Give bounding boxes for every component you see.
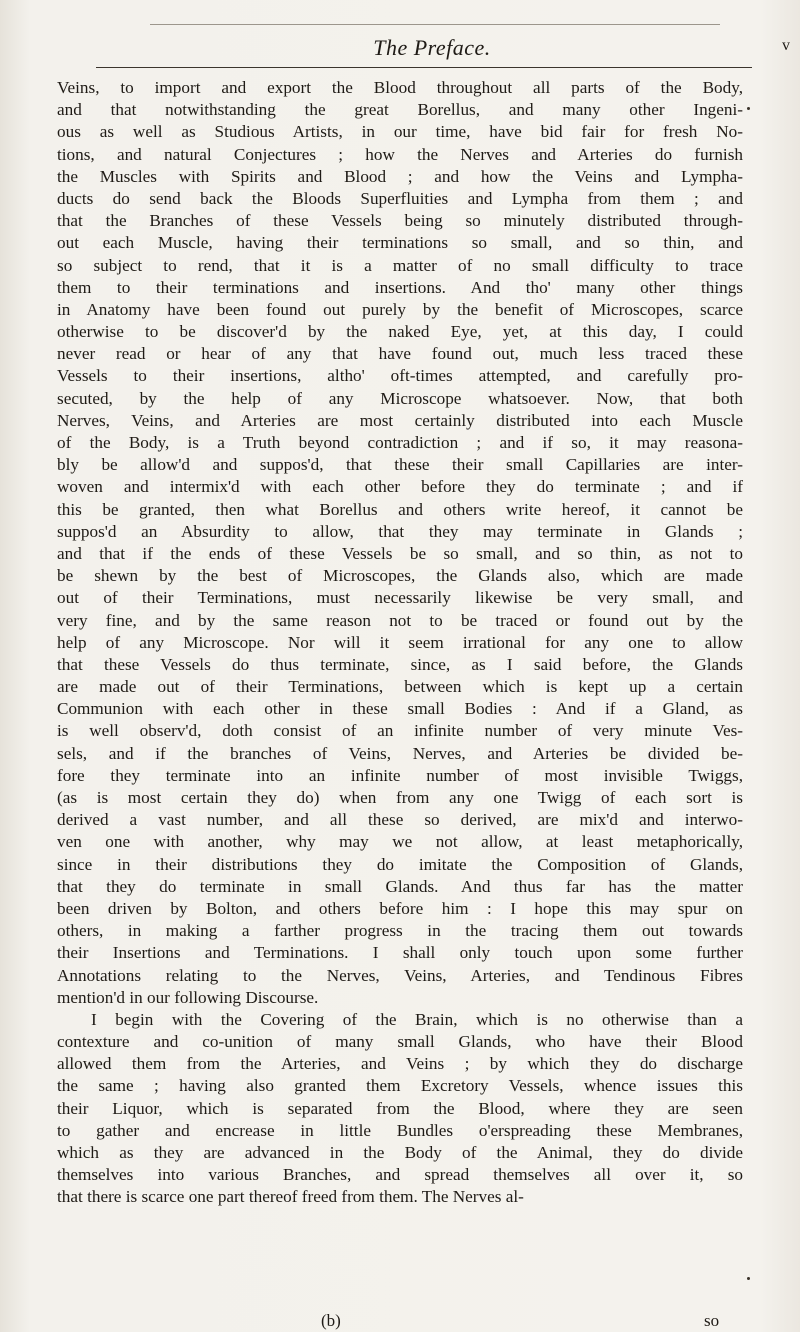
text-line: of the Body, is a Truth beyond contradiction ; and if so, it may reasona- [57,433,743,452]
text-line: tions, and natural Conjectures ; how the Nerves and Arteries do furnish [57,144,743,164]
text-line: derived a vast number, and all these so derived, are mix'd and interwo- [57,810,743,830]
text-line: very fine, and by the same reason not to be traced or found out by the [57,610,743,630]
text-line: the Muscles with Spirits and Blood ; and how the Veins and Lympha- [57,166,743,186]
text-line: Nerves, Veins, and Arteries are most certainly distributed into each Muscle [57,410,743,430]
text-line: and that if the ends of these Vessels be so small, and so thin, as not to [57,543,743,563]
running-title: The Preface. [373,35,491,60]
ink-speck [747,107,750,110]
text-line: which as they are advanced in the Body of the Animal, they do divide [57,1143,743,1162]
preface-text [57,77,743,1209]
text-line: Annotations relating to the Nerves, Veins, Arteries, and Tendinous Fibres [57,965,743,985]
text-line: be shewn by the best of Microscopes, the Glands also, which are made [57,566,743,586]
text-line: ducts do send back the Bloods Superfluities and Lympha from them ; and [57,188,743,208]
text-line: that the Branches of these Vessels being so minutely distributed through- [57,211,743,231]
text-line: bly be allow'd and suppos'd, that these their small Capillaries are inter- [57,455,743,475]
text-line: in Anatomy have been found out purely by the benefit of Microscopes, scarce [57,299,743,319]
text-line: others, in making a farther progress in the tracing them out towards [57,921,743,941]
text-line: suppos'd an Absurdity to allow, that they may terminate in Glands ; [57,521,743,541]
text-line: otherwise to be discover'd by the naked Eye, yet, at this day, I could [57,322,743,342]
text-line: sels, and if the branches of Veins, Nerves, and Arteries be divided be- [57,743,743,763]
text-line: allowed them from the Arteries, and Veins ; by which they do discharge [57,1054,743,1074]
text-line: this be granted, then what Borellus and others write hereof, it cannot be [57,499,743,519]
catchword: so [704,1311,720,1330]
text-line: them to their terminations and insertions. And tho' many other things [57,277,743,297]
text-line: is well observ'd, doth consist of an infinite number of very minute Ves- [57,721,743,741]
text-line: (as is most certain they do) when from any one Twigg of each sort is [57,788,743,807]
text-line: ven one with another, why may we not allow, at least metaphorically, [57,832,743,852]
page-number: v [782,37,790,54]
text-line: are made out of their Terminations, between which is kept up a certain [57,677,743,697]
text-line: since in their distributions they do imitate the Composition of Glands, [57,854,743,874]
text-line: Vessels to their insertions, altho' oft-times attempted, and carefully pro- [57,366,743,386]
text-line: and that notwithstanding the great Borellus, and many other Ingeni- [57,100,743,120]
top-rule [150,24,720,25]
text-line: so subject to rend, that it is a matter of no small difficulty to trace [57,255,743,275]
text-line: that these Vessels do thus terminate, since, as I said before, the Glands [57,654,743,674]
signature-mark: (b) [321,1311,341,1330]
text-line: out of their Terminations, must necessarily likewise be very small, and [57,588,743,608]
text-line: never read or hear of any that have found out, much less traced these [57,344,743,364]
text-line: their Insertions and Terminations. I shall only touch upon some further [57,943,743,963]
text-line: been driven by Bolton, and others before him : I hope this may spur on [57,898,743,918]
text-line: out each Muscle, having their terminations so small, and so thin, and [57,233,743,253]
text-line: their Liquor, which is separated from the Blood, where they are seen [57,1098,743,1118]
text-line: themselves into various Branches, and spread themselves all over it, so [57,1165,743,1185]
text-line: ous as well as Studious Artists, in our time, have bid fair for fresh No- [57,122,743,142]
header-rule [96,67,752,68]
text-line: help of any Microscope. Nor will it seem irrational for any one to allow [57,632,743,652]
text-line: that they do terminate in small Glands. And thus far has the matter [57,876,743,896]
text-line: to gather and encrease in little Bundles o'erspreading these Membranes, [57,1120,743,1140]
running-head [96,35,790,65]
text-line: Communion with each other in these small Bodies : And if a Gland, as [57,699,743,719]
text-line: that there is scarce one part thereof freed from them. The Nerves al- [57,1187,524,1207]
text-line: mention'd in our following Discourse. [57,987,319,1007]
text-line: contexture and co-unition of many small Glands, who have their Blood [57,1032,743,1052]
text-line: woven and intermix'd with each other before they do terminate ; and if [57,477,743,497]
text-line: Veins, to import and export the Blood throughout all parts of the Body, [57,78,743,97]
text-line: fore they terminate into an infinite number of most invisible Twiggs, [57,765,743,785]
text-line: I begin with the Covering of the Brain, which is no otherwise than a [91,1009,743,1029]
text-line: secuted, by the help of any Microscope whatsoever. Now, that both [57,388,743,408]
ink-speck [747,1277,750,1280]
text-line: the same ; having also granted them Excretory Vessels, whence issues this [57,1076,743,1096]
